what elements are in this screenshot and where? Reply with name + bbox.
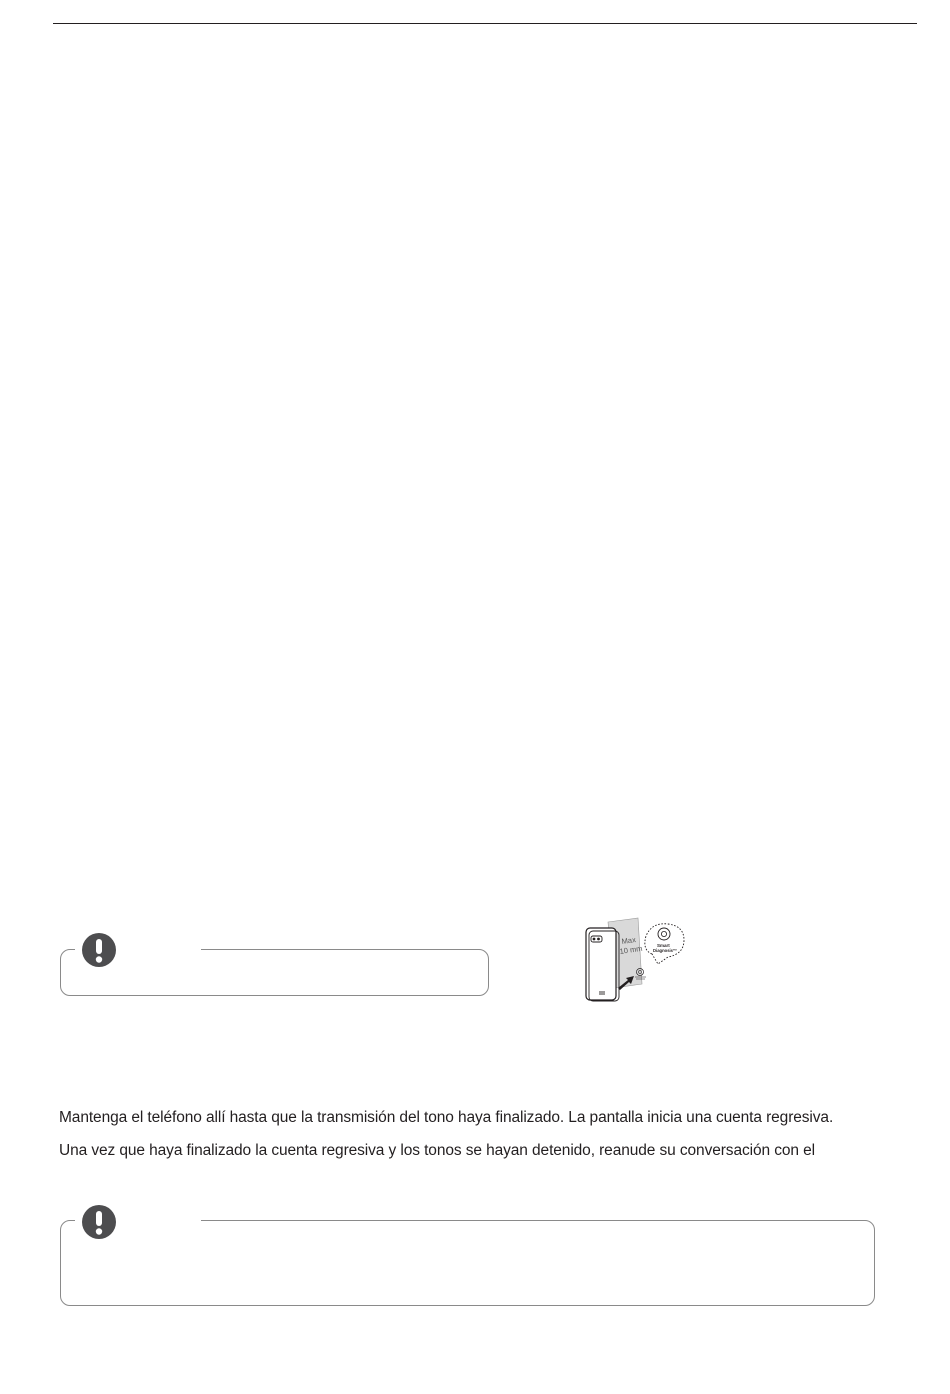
phone-illustration bbox=[580, 914, 692, 1004]
distance-label-mm: 10 mm bbox=[619, 943, 643, 956]
badge-label-bottom: Diagnosis™ bbox=[653, 948, 678, 953]
badge-label-top: Smart bbox=[657, 943, 670, 948]
exclamation-icon bbox=[82, 933, 116, 967]
note-box bbox=[60, 949, 489, 996]
header-rule bbox=[53, 23, 917, 24]
exclamation-icon bbox=[82, 1205, 116, 1239]
distance-label-max: Max bbox=[621, 935, 637, 946]
instruction-line-1: Mantenga el teléfono allí hasta que la transmisión del tono haya finalizado. La pantalla inicia una cuenta regresiva. bbox=[59, 1109, 834, 1126]
note-box bbox=[60, 1220, 875, 1306]
instruction-line-2: Una vez que haya finalizado la cuenta regresiva y los tonos se hayan detenido, reanude su conversación con el bbox=[59, 1142, 815, 1159]
